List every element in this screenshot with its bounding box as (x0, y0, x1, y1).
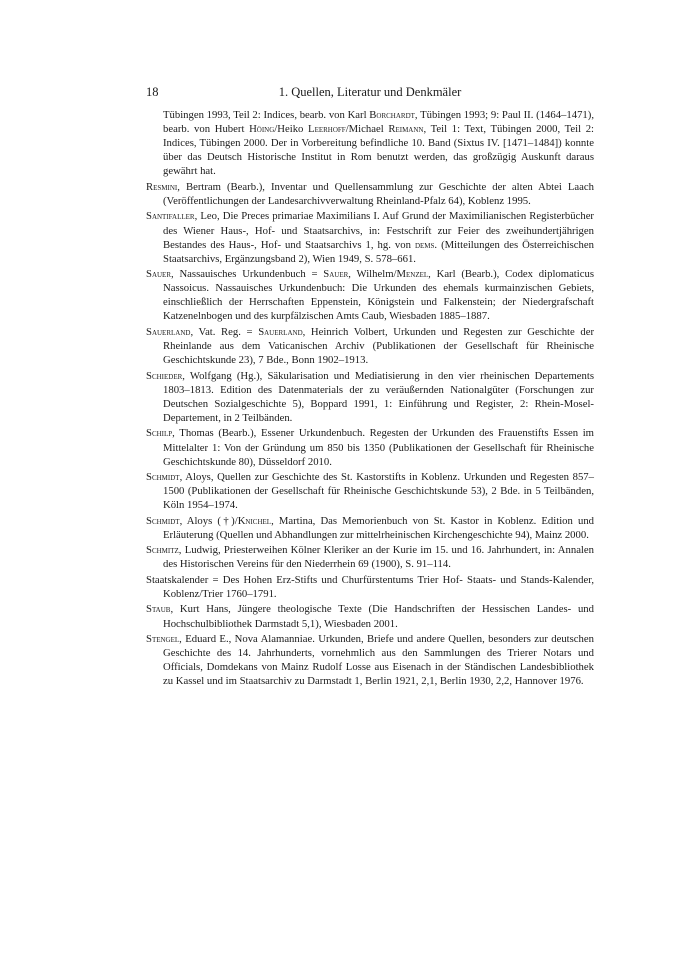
entry-text: , Ludwig, Priesterweihen Kölner Kleriker an der Kurie im 15. und 16. Jahrhundert, in: Annalen des Historischen Vereins für den Niederrhein 69 (1900), S. 91–114. (163, 544, 594, 571)
entry-text: , Heinrich Volbert, Urkunden und Regesten zur Geschichte der Rheinlande aus dem Vaticanischen Archiv (Publikationen der Gesellschaft für Rheinische Geschichtskunde 23), 7 Bde., Bonn 1902–1913. (163, 325, 594, 367)
page-header (146, 85, 594, 105)
entry-text: /Heiko (274, 123, 309, 136)
entry-text: , Karl (Bearb.), Codex diplomaticus Nassoicus. Nassauisches Urkundenbuch: Die Urkunden des ehemals kurmainzischen Gebiets, einschließlich der Herrschaften Eppenstein, Königstein und Falkenstein; der Niedergrafschaft Katzenelnbogen und des kurpfälzischen Amts Caub, Wiesbaden 1885–1887. (163, 268, 594, 323)
entry-text: . (Mitteilungen des Österreichischen Staatsarchivs, Ergänzungsband 2), Wien 1949, S. 578–661. (163, 238, 594, 265)
entry-text: , Martina, Das Memorienbuch von St. Kastor in Koblenz. Edition und Erläuterung (Quellen und Abhandlungen zur mittelrheinischen Kirchengeschichte 94), Mainz 2000. (163, 514, 595, 541)
entry-text: Tübingen 1993, Teil 2: Indices, bearb. von Karl (163, 109, 370, 121)
bibliography-entry (146, 632, 594, 688)
entry-text: , Thomas (Bearb.), Essener Urkundenbuch. Regesten der Urkunden des Frauenstifts Essen im Mittelalter 1: Von der Gründung um 850 bis 1350 (Publikationen der Gesellschaft für Rheinische Geschichtskunde 80), Düsseldorf 2010. (163, 427, 594, 468)
author-name: Schmitz (146, 544, 179, 557)
author-name: Höing (249, 123, 275, 136)
page-number: 18 (146, 85, 159, 99)
bibliography-entry (146, 602, 594, 630)
entry-text: , Aloys (†)/ (179, 514, 238, 527)
author-name: Sauer (323, 268, 349, 281)
bibliography-entry (146, 514, 594, 542)
entry-text: , Vat. Reg. = (190, 325, 259, 338)
author-name: Stengel (146, 633, 180, 646)
entry-text: , Tübingen 1993; 9: Paul II. (1464–1471), bearb. von Hubert (163, 109, 594, 136)
author-name: Staub (146, 603, 171, 616)
bibliography-entry (146, 108, 594, 178)
author-name: Sauerland (258, 325, 303, 338)
bibliography-entry (146, 180, 594, 208)
author-name: Resmini (146, 180, 178, 193)
entry-text: , Teil 1: Text, Tübingen 2000, Teil 2: Indices, Tübingen 2000. Der in Vorbereitung befindliche 10. Band (Sixtus IV. [1471–1484]) konnte über das Deutsch Historische Institut in Rom benutzt werden, das großzügig Auskunft daraus gewährt hat. (163, 123, 595, 178)
author-name: Leerhoff (308, 123, 346, 136)
entry-text: , Wilhelm/ (348, 268, 397, 281)
bibliography-entry (146, 369, 594, 425)
bibliography-entry (146, 543, 594, 571)
author-name: Reimann (388, 123, 424, 136)
bibliography-list (146, 108, 594, 690)
bibliography-entry (146, 325, 594, 367)
entry-text: , Nassauisches Urkundenbuch = (171, 268, 324, 281)
author-name: Schilp (146, 427, 173, 440)
running-title: 1. Quellen, Literatur und Denkmäler (278, 85, 462, 99)
author-name: dems (414, 238, 435, 251)
author-name: Sauerland (146, 325, 191, 338)
author-name: Schmidt (146, 471, 180, 484)
entry-text: /Michael (345, 123, 389, 136)
entry-text: , Wolfgang (Hg.), Säkularisation und Mediatisierung in den vier rheinischen Departements 1803–1813. Edition des Datenmaterials der zu veräußernden Nationalgüter (Forschungen zur Deutschen Sozialgeschichte 5), Boppard 1991, 1: Einführung und Register, 2: Rhein-Mosel-Departement, in 2 Teilbänden. (163, 369, 594, 424)
bibliography-entry (146, 470, 594, 512)
author-name: Knichel (237, 514, 272, 527)
author-name: Schieder (146, 369, 183, 382)
entry-text: , Bertram (Bearb.), Inventar und Quellensammlung zur Geschichte der alten Abtei Laach (Veröffentlichungen der Landesarchivverwaltung Rheinland-Pfalz 64), Koblenz 1995. (163, 180, 594, 207)
author-name: Menzel (396, 268, 429, 281)
author-name: Borchardt (369, 109, 415, 121)
bibliography-entry (146, 267, 594, 323)
bibliography-entry (146, 426, 594, 468)
entry-text: , Leo, Die Preces primariae Maximilians I. Auf Grund der Maximilianischen Registerbücher des Wiener Haus-, Hof- und Staatsarchivs, in: Festschrift zur Feier des zweihundertjährigen Bestandes des Haus-, Hof- und Staatsarchivs 1, hg. von (163, 210, 594, 251)
entry-text: , Kurt Hans, Jüngere theologische Texte (Die Handschriften der Hessischen Landes- und Hochschulbibliothek Darmstadt 5,1), Wiesbaden 2001. (163, 603, 594, 630)
author-name: Santifaller (146, 210, 195, 223)
entry-text: , Eduard E., Nova Alamanniae. Urkunden, Briefe und andere Quellen, besonders zur deutschen Geschichte des 14. Jahrhunderts, vornehmlich aus den Sammlungen des Trierer Notars und Officials, Domdekans von Mainz Rudolf Losse aus Eisenach in der Ständischen Landesbibliothek zu Kassel und im Staatsarchiv zu Darmstadt 1, Berlin 1921, 2,1, Berlin 1930, 2,2, Hannover 1976. (163, 633, 594, 688)
author-name: Sauer (146, 268, 171, 281)
entry-text: , Aloys, Quellen zur Geschichte des St. Kastorstifts in Koblenz. Urkunden und Regesten 857–1500 (Publikationen der Gesellschaft für Rheinische Geschichtskunde 53), 2 Bde. in 5 Teilbänden, Köln 1954–1974. (163, 471, 594, 512)
bibliography-entry (146, 209, 594, 265)
bibliography-entry (146, 573, 594, 601)
entry-text: Staatskalender = Des Hohen Erz-Stifts und Churfürstentums Trier Hof- Staats- und Stands-Kalender, Koblenz/Trier 1760–1791. (146, 573, 594, 600)
author-name: Schmidt (146, 514, 180, 527)
